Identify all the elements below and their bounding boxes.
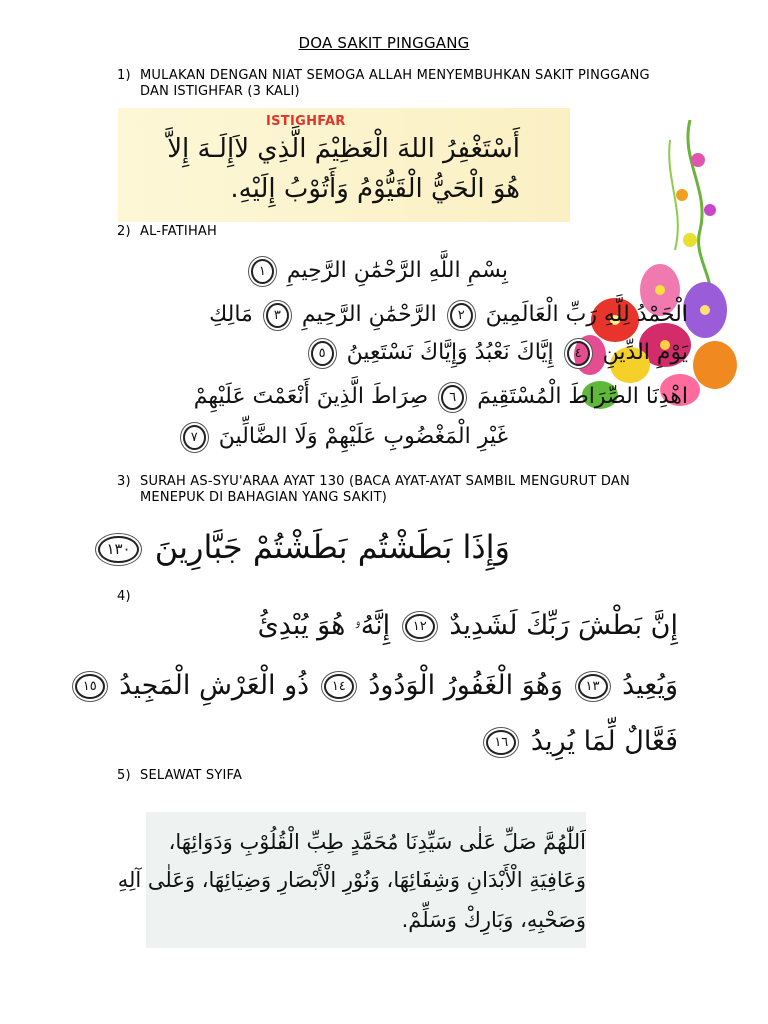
step-text: AL-FATIHAH [140,224,217,239]
fatihah-line-1 [245,258,508,284]
buruj-line-1 [258,610,678,642]
selawat-image [117,812,586,948]
step-text: SURAH AS-SYU'ARAA AYAT 130 (BACA AYAT-AYAT SAMBIL MENGURUT DAN MENEPUK DI BAHAGIAN YANG SAKIT) [140,474,630,505]
fatihah-text: بِسْمِ اللَّهِ الرَّحْمَٰنِ الرَّحِيمِ [286,258,508,283]
step-number: 4) [117,589,131,604]
fatihah-text: إِيَّاكَ نَعْبُدُ وَإِيَّاكَ نَسْتَعِينُ [346,340,554,365]
istighfar-line-2: هُوَ الْحَيُّ الْقَيُّوْمُ وَأَتُوْبُ إِلَيْهِ. [230,174,520,204]
page-title: DOA SAKIT PINGGANG [298,34,470,52]
ayah-130-image [92,528,510,566]
ayah-number-mark: ١٥ [75,674,105,699]
step-3 [117,474,677,506]
ayah-text: فَعَّالٌ لِّمَا يُرِيدُ [530,726,678,757]
fatihah-line-5 [177,424,508,450]
ayah-text: إِنَّ بَطْشَ رَبِّكَ لَشَدِيدٌ [449,610,678,641]
ayah-text: ذُو الْعَرْشِ الْمَجِيدُ [119,670,310,701]
ayah-number-mark: ١٣ [578,674,608,699]
ayah-number-mark: ٤ [567,341,590,366]
fatihah-text: صِرَاطَ الَّذِينَ أَنْعَمْتَ عَلَيْهِمْ [193,384,429,409]
ayah-number-mark: ١٦ [486,730,516,755]
ayah-text: إِنَّهُۥ هُوَ يُبْدِئُ [257,610,391,641]
fatihah-text: الرَّحْمَٰنِ الرَّحِيمِ [301,302,437,327]
step-text: SELAWAT SYIFA [140,768,243,783]
ayah-number-mark: ٧ [183,425,206,450]
fatihah-text: الْحَمْدُ لِلَّهِ رَبِّ الْعَالَمِينَ [485,302,688,327]
step-number: 1) [117,68,131,83]
fatihah-line-4 [194,384,688,410]
fatihah-text: اهْدِنَا الصِّرَاطَ الْمُسْتَقِيمَ [477,384,688,409]
buruj-line-3 [480,726,678,757]
step-number: 5) [117,768,131,783]
fatihah-text: يَوْمِ الدِّينِ [602,340,688,365]
ayah-number-mark: ٣ [266,303,289,328]
fatihah-line-3 [305,340,688,366]
ayah-text: وَإِذَا بَطَشْتُم بَطَشْتُمْ جَبَّارِينَ [154,528,510,566]
ayah-number-mark: ١٤ [324,674,354,699]
ayah-number-mark: ١٣٠ [98,536,138,563]
step-1 [117,68,677,100]
istighfar-image [118,108,570,222]
step-number: 3) [117,474,131,489]
istighfar-label: ISTIGHFAR [266,114,346,129]
fatihah-text: مَالِكِ [209,302,253,327]
istighfar-line-1: أَسْتَغْفِرُ اللهَ الْعَظِيْمَ الَّذِي لاَإِلَـهَ إِلاَّ [167,134,520,164]
ayah-number-mark: ٦ [441,385,464,410]
ayah-number-mark: ٢ [450,303,473,328]
selawat-line-2: وَعَافِيَةِ الْأَبْدَانِ وَشِفَائِهَا، وَنُوْرِ الْأَبْصَارِ وَضِيَائِهَا، وَعَلٰى آلِهِ [117,868,586,892]
selawat-line-3: وَصَحْبِهِ، وَبَارِكْ وَسَلِّمْ. [401,908,586,932]
flower-decoration [570,120,742,420]
ayah-number-mark: ١ [251,259,274,284]
step-2 [117,224,677,240]
step-number: 2) [117,224,131,239]
fatihah-text: غَيْرِ الْمَغْضُوبِ عَلَيْهِمْ وَلَا الضَّالِّينَ [218,424,508,449]
step-text: MULAKAN DENGAN NIAT SEMOGA ALLAH MENYEMBUHKAN SAKIT PINGGANG DAN ISTIGHFAR (3 KALI) [140,68,650,99]
ayah-text: وَيُعِيدُ [622,670,678,701]
buruj-line-2 [69,670,678,701]
ayah-number-mark: ١٢ [405,614,435,639]
fatihah-line-2 [209,302,688,328]
selawat-line-1: اَللّٰهُمَّ صَلِّ عَلٰى سَيِّدِنَا مُحَمَّدٍ طِبِّ الْقُلُوْبِ وَدَوَائِهَا، [168,830,586,854]
ayah-text: وَهُوَ الْغَفُورُ الْوَدُودُ [368,670,563,701]
ayah-number-mark: ٥ [311,341,334,366]
step-5 [117,768,677,784]
